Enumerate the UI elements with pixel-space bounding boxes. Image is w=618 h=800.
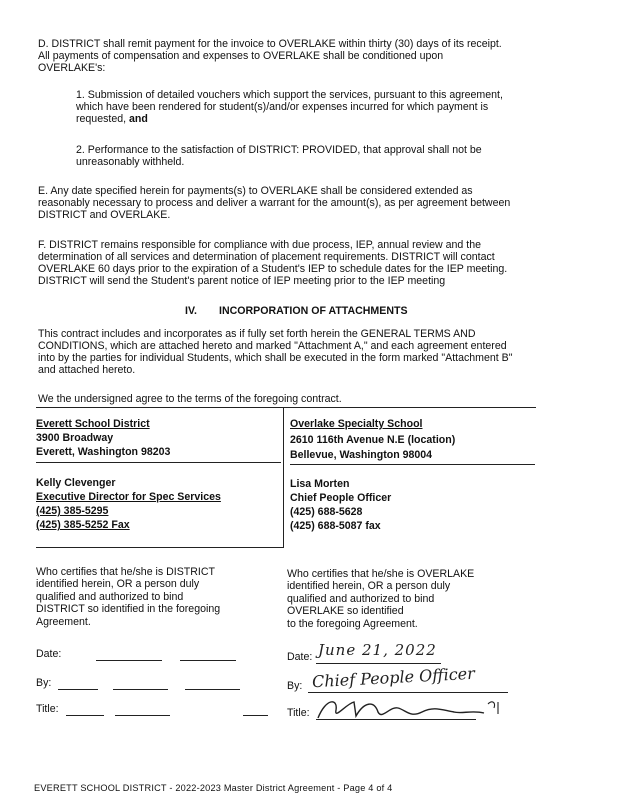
overlake-by-label: By: (287, 680, 303, 692)
page-footer: EVERETT SCHOOL DISTRICT - 2022-2023 Master District Agreement - Page 4 of 4 (34, 783, 393, 793)
item-1-and: and (129, 113, 148, 125)
district-date-line[interactable] (96, 660, 162, 661)
section-e-line-3: DISTRICT and OVERLAKE. (38, 209, 171, 221)
district-city: Everett, Washington 98203 (36, 446, 171, 458)
district-contact-title: Executive Director for Spec Services (36, 491, 221, 503)
district-phone: (425) 385-5295 (36, 505, 109, 517)
overlake-date-label: Date: (287, 651, 313, 663)
overlake-phone: (425) 688-5628 (290, 506, 363, 518)
district-contact-name: Kelly Clevenger (36, 477, 116, 489)
district-cert-line-3: qualified and authorized to bind (36, 590, 184, 603)
overlake-city: Bellevue, Washington 98004 (290, 449, 433, 461)
overlake-contact-name: Lisa Morten (290, 478, 350, 490)
overlake-title-label: Title: (287, 707, 310, 719)
district-title-line[interactable] (66, 715, 104, 716)
district-certification (36, 566, 220, 628)
item-1-requested: requested, (76, 113, 127, 125)
overlake-cert-line-1: Who certifies that he/she is OVERLAKE (287, 568, 475, 580)
district-name: Everett School District (36, 418, 150, 430)
overlake-cert-line-2: identified herein, OR a person duly (287, 580, 451, 593)
section-iv-line-2: CONDITIONS, which are attached hereto and marked "Attachment A," and each agreement entered (38, 340, 507, 352)
section-d-line-3: OVERLAKE's: (38, 62, 106, 74)
section-iv-number: IV. (185, 305, 197, 317)
district-title-line-2 (115, 715, 170, 716)
section-f-line-4: DISTRICT will send the Student's parent notice of IEP meeting prior to the IEP meeting (38, 275, 446, 287)
section-f-line-1: F. DISTRICT remains responsible for compliance with due process, IEP, annual review and the (38, 239, 481, 251)
overlake-cert-line-4: OVERLAKE so identified (287, 605, 404, 618)
district-by-label: By: (36, 677, 52, 689)
district-title-line-3 (243, 715, 268, 716)
overlake-date-line[interactable] (316, 663, 441, 664)
overlake-cert-line-3: qualified and authorized to bind (287, 592, 435, 605)
item-1-line-2: which have been rendered for student(s)/and/or expenses incurred for which payment is (76, 101, 489, 113)
agreement-intro: We the undersigned agree to the terms of the foregoing contract. (38, 393, 342, 405)
section-iv-title: INCORPORATION OF ATTACHMENTS (219, 305, 408, 317)
district-by-line[interactable] (58, 689, 98, 690)
section-iv-line-1: This contract includes and incorporates as if fully set forth herein the GENERAL TERMS AND (38, 328, 476, 340)
overlake-title-line[interactable] (316, 719, 476, 720)
district-date-label: Date: (36, 648, 62, 660)
overlake-date-value: June 21, 2022 (318, 641, 437, 659)
district-addr-rule (36, 462, 281, 463)
sig-bottom-rule (36, 547, 284, 548)
overlake-by-value: Chief People Officer (311, 663, 476, 692)
overlake-handwritten-signature (312, 692, 512, 726)
overlake-street: 2610 116th Avenue N.E (location) (290, 434, 456, 446)
section-iv-line-4: and attached hereto. (38, 364, 136, 376)
item-1-line-1: 1. Submission of detailed vouchers which support the services, pursuant to this agreement, (76, 89, 503, 101)
item-2-line-1: 2. Performance to the satisfaction of DISTRICT: PROVIDED, that approval shall not be (76, 144, 482, 156)
district-by-line-2 (113, 689, 168, 690)
overlake-cert-line-5: to the foregoing Agreement. (287, 617, 418, 630)
section-d-line-1: D. DISTRICT shall remit payment for the invoice to OVERLAKE within thirty (30) days of its receipt. (38, 38, 502, 50)
district-cert-line-5: Agreement. (36, 615, 91, 628)
district-by-line-3 (185, 689, 240, 690)
district-cert-line-4: DISTRICT so identified in the foregoing (36, 603, 221, 616)
section-e-line-2: reasonably necessary to process and deliver a warrant for the amount(s), as per agreement between (38, 197, 511, 209)
section-f-line-2: determination of all services and determination of placement requirements. DISTRICT will contact (38, 251, 495, 263)
district-cert-line-1: Who certifies that he/she is DISTRICT (36, 566, 215, 578)
overlake-certification (287, 568, 474, 630)
section-e-line-1: E. Any date specified herein for payments(s) to OVERLAKE shall be considered extended as (38, 185, 473, 197)
district-fax: (425) 385-5252 Fax (36, 519, 130, 531)
section-d-line-2: All payments of compensation and expenses to OVERLAKE shall be conditioned upon (38, 50, 444, 62)
overlake-addr-rule (290, 464, 535, 465)
section-iv-line-3: into by the parties for individual Students, which shall be executed in the form marked "Attachment B" (38, 352, 513, 364)
item-2-line-2: unreasonably withheld. (76, 156, 185, 168)
overlake-name: Overlake Specialty School (290, 418, 423, 430)
sig-top-rule (36, 407, 536, 408)
overlake-contact-title: Chief People Officer (290, 492, 392, 504)
section-f-line-3: OVERLAKE 60 days prior to the expiration of a Student's IEP to schedule dates for the IEP meeting. (38, 263, 508, 275)
sig-divider (283, 407, 284, 547)
district-cert-line-2: identified herein, OR a person duly (36, 578, 200, 591)
item-1-line-3 (76, 113, 581, 125)
district-street: 3900 Broadway (36, 432, 114, 444)
district-title-label: Title: (36, 703, 59, 715)
district-date-line-2 (180, 660, 236, 661)
overlake-fax: (425) 688-5087 fax (290, 520, 381, 532)
